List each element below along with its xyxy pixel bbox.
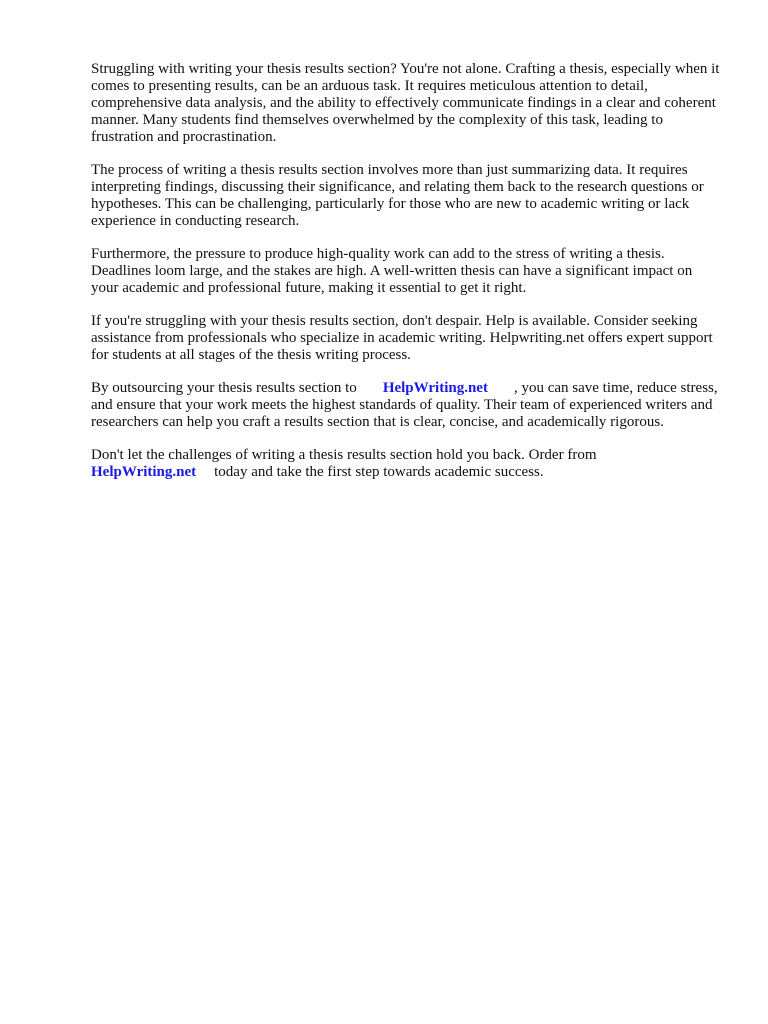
- helpwriting-link[interactable]: HelpWriting.net: [382, 380, 488, 396]
- paragraph-process: The process of writing a thesis results section involves more than just summarizing data. It requires interpreting findings, discussing their significance, and relating them back to the research questions or hypotheses. This can be challenging, particularly for those who are new to academic writing or lack experience in conducting research.: [91, 162, 704, 229]
- document-body: [91, 61, 723, 497]
- paragraph-outsourcing: [91, 380, 723, 431]
- paragraph-order-after: today and take the first step towards academic success.: [214, 464, 544, 480]
- paragraph-order: [91, 447, 723, 481]
- paragraph-pressure: Furthermore, the pressure to produce high-quality work can add to the stress of writing a thesis. Deadlines loom large, and the stakes are high. A well-written thesis can have a significant impact on your academic and professional future, making it essential to get it right.: [91, 246, 693, 296]
- paragraph-order-before: Don't let the challenges of writing a thesis results section hold you back. Order from: [91, 447, 597, 463]
- paragraph-outsourcing-before: By outsourcing your thesis results section to: [91, 380, 357, 396]
- paragraph-help: If you're struggling with your thesis results section, don't despair. Help is available. Consider seeking assistance from professionals who specialize in academic writing. Helpwriting.net offers expert support for students at all stages of the thesis writing process.: [91, 313, 713, 363]
- paragraph-intro: Struggling with writing your thesis results section? You're not alone. Crafting a thesis, especially when it comes to presenting results, can be an arduous task. It requires meticulous attention to detail, comprehensive data analysis, and the ability to effectively communicate findings in a clear and coherent manner. Many students find themselves overwhelmed by the complexity of this task, leading to frustration and procrastination.: [91, 61, 720, 145]
- paragraph-outsourcing-after: , you can save time, reduce stress, and ensure that your work meets the highest standards of quality. Their team of experienced writers and researchers can help you craft a results section that is clear, concise, and academically rigorous.: [91, 380, 718, 430]
- helpwriting-order-link[interactable]: HelpWriting.net: [91, 464, 197, 480]
